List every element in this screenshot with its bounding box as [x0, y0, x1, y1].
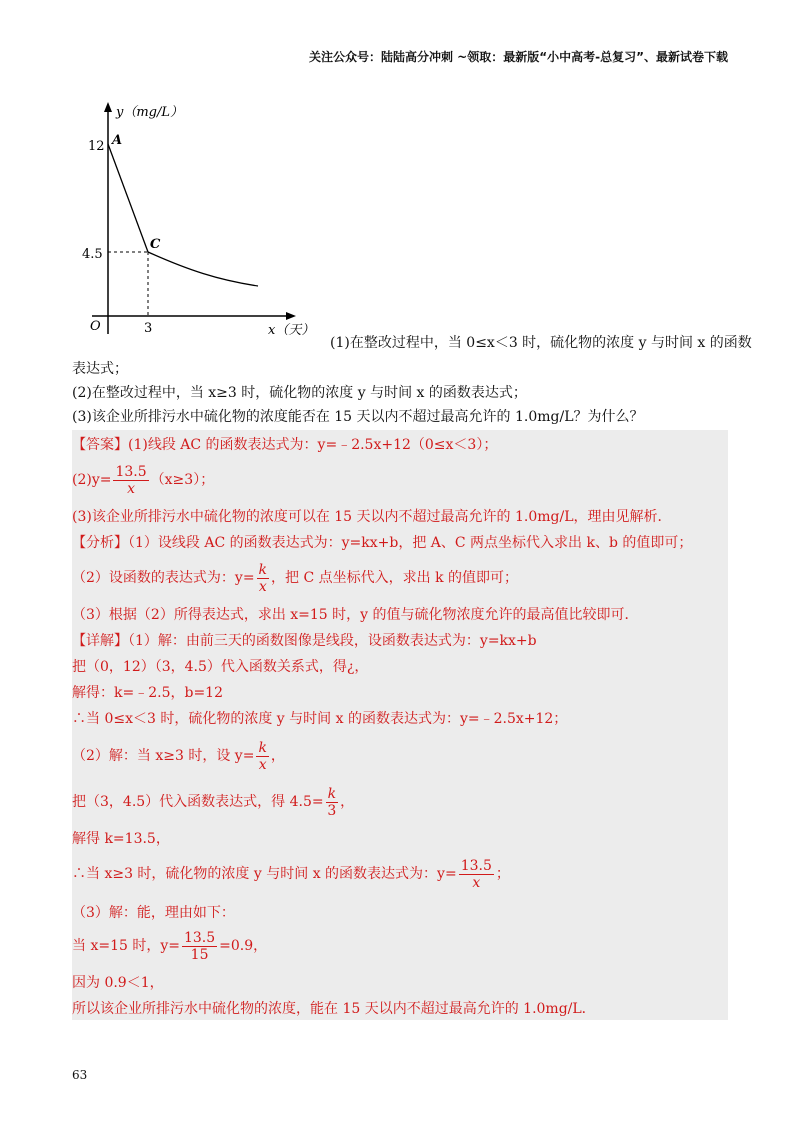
analysis-2-fraction: [257, 562, 269, 595]
detail-6: [72, 784, 728, 820]
detail-12: 所以该企业所排污水中硫化物的浓度，能在 15 天以内不超过最高允许的 1.0mg/L．: [72, 1001, 596, 1017]
detail-11: 因为 0.9＜1，: [72, 975, 164, 991]
fraction-denominator: 3: [327, 802, 337, 819]
fraction-numerator: 13.5: [183, 929, 216, 946]
page-header: 关注公众号：陆陆高分冲刺 ~领取：最新版“小中高考-总复习”、最新试卷下载: [309, 50, 728, 64]
detail-6-prefix: 把（3，4.5）代入函数表达式，得 4.5=: [72, 794, 324, 810]
fraction-numerator: k: [258, 561, 268, 578]
fraction-numerator: k: [258, 739, 267, 756]
question-1-part-2: 表达式；: [72, 361, 128, 377]
y-tick-4-5: 4.5: [82, 247, 103, 262]
question-3: (3)该企业所排污水中硫化物的浓度能否在 15 天以内不超过最高允许的 1.0mg/L？为什么？: [72, 409, 644, 425]
detail-10-suffix: =0.9，: [219, 938, 268, 954]
y-axis-arrow: [104, 102, 112, 112]
detail-5: [72, 738, 728, 774]
point-a-label: A: [112, 133, 123, 148]
y-axis-label: y（mg/L）: [116, 105, 184, 120]
detail-8-fraction: [459, 858, 494, 891]
concentration-graph: [78, 92, 338, 354]
segment-ac: [108, 144, 148, 252]
analysis-3: （3）根据（2）所得表达式，求出 x=15 时，y 的值与硫化物浓度允许的最高值比较即可．: [72, 607, 639, 623]
analysis-1: 【分析】（1）设线段 AC 的函数表达式为：y=kx+b，把 A、C 两点坐标代入求出 k、b 的值即可；: [72, 535, 693, 551]
detail-9: （3）解：能，理由如下：: [72, 905, 235, 921]
detail-5-fraction: [256, 740, 268, 773]
detail-7: 解得 k=13.5，: [72, 831, 170, 847]
detail-10-prefix: 当 x=15 时，y=: [72, 938, 180, 954]
detail-5-prefix: （2）解：当 x≥3 时，设 y=: [72, 748, 255, 764]
fraction-denominator: x: [258, 578, 267, 595]
detail-8-suffix: ；: [495, 866, 510, 882]
page-number: 63: [72, 1068, 88, 1082]
answer-2-suffix: （x≥3）；: [150, 472, 215, 488]
answer-2-prefix: (2)y=: [72, 472, 112, 488]
detail-6-suffix: ，: [340, 794, 355, 810]
detail-4: ∴当 0≤x＜3 时，硫化物的浓度 y 与时间 x 的函数表达式为：y=﹣2.5x+12；: [72, 711, 568, 727]
answer-1: 【答案】(1)线段 AC 的函数表达式为：y=﹣2.5x+12（0≤x＜3）；: [72, 437, 498, 453]
fraction-numerator: 13.5: [115, 463, 147, 480]
detail-3: 解得：k=﹣2.5，b=12: [72, 685, 223, 701]
detail-10: [72, 928, 728, 964]
analysis-2-suffix: ，把 C 点坐标代入，求出 k 的值即可；: [271, 570, 519, 586]
analysis-2: [72, 560, 728, 596]
fraction-denominator: x: [258, 756, 267, 773]
y-tick-12: 12: [88, 139, 105, 154]
detail-8: [72, 856, 728, 892]
fraction-denominator: x: [472, 874, 481, 891]
detail-2: 把（0，12）（3，4.5）代入函数关系式，得¿，: [72, 659, 369, 675]
x-axis-label: x（天）: [268, 323, 315, 338]
point-c-label: C: [150, 237, 161, 252]
x-axis-arrow: [286, 312, 296, 320]
fraction-numerator: 13.5: [460, 857, 492, 874]
x-tick-3: 3: [144, 321, 153, 336]
detail-1: 【详解】（1）解：由前三天的函数图像是线段，设函数表达式为：y=kx+b: [72, 633, 537, 649]
curve-after-c: [148, 252, 258, 286]
analysis-2-prefix: （2）设函数的表达式为：y=: [72, 570, 255, 586]
answer-2: [72, 462, 728, 498]
detail-6-fraction: [326, 786, 338, 819]
answer-3: (3)该企业所排污水中硫化物的浓度可以在 15 天以内不超过最高允许的 1.0mg/L，理由见解析．: [72, 509, 672, 525]
origin-label: O: [90, 319, 101, 334]
question-2: (2)在整改过程中，当 x≥3 时，硫化物的浓度 y 与时间 x 的函数表达式；: [72, 385, 527, 401]
fraction-numerator: k: [327, 785, 337, 802]
question-1-part-1: (1)在整改过程中，当 0≤x＜3 时，硫化物的浓度 y 与时间 x 的函数: [330, 335, 752, 351]
fraction-denominator: x: [127, 480, 136, 497]
detail-10-fraction: [182, 930, 217, 963]
detail-5-suffix: ，: [270, 748, 285, 764]
answer-2-fraction: [113, 464, 148, 497]
detail-8-prefix: ∴当 x≥3 时，硫化物的浓度 y 与时间 x 的函数表达式为：y=: [72, 866, 457, 882]
fraction-denominator: 15: [190, 946, 209, 963]
